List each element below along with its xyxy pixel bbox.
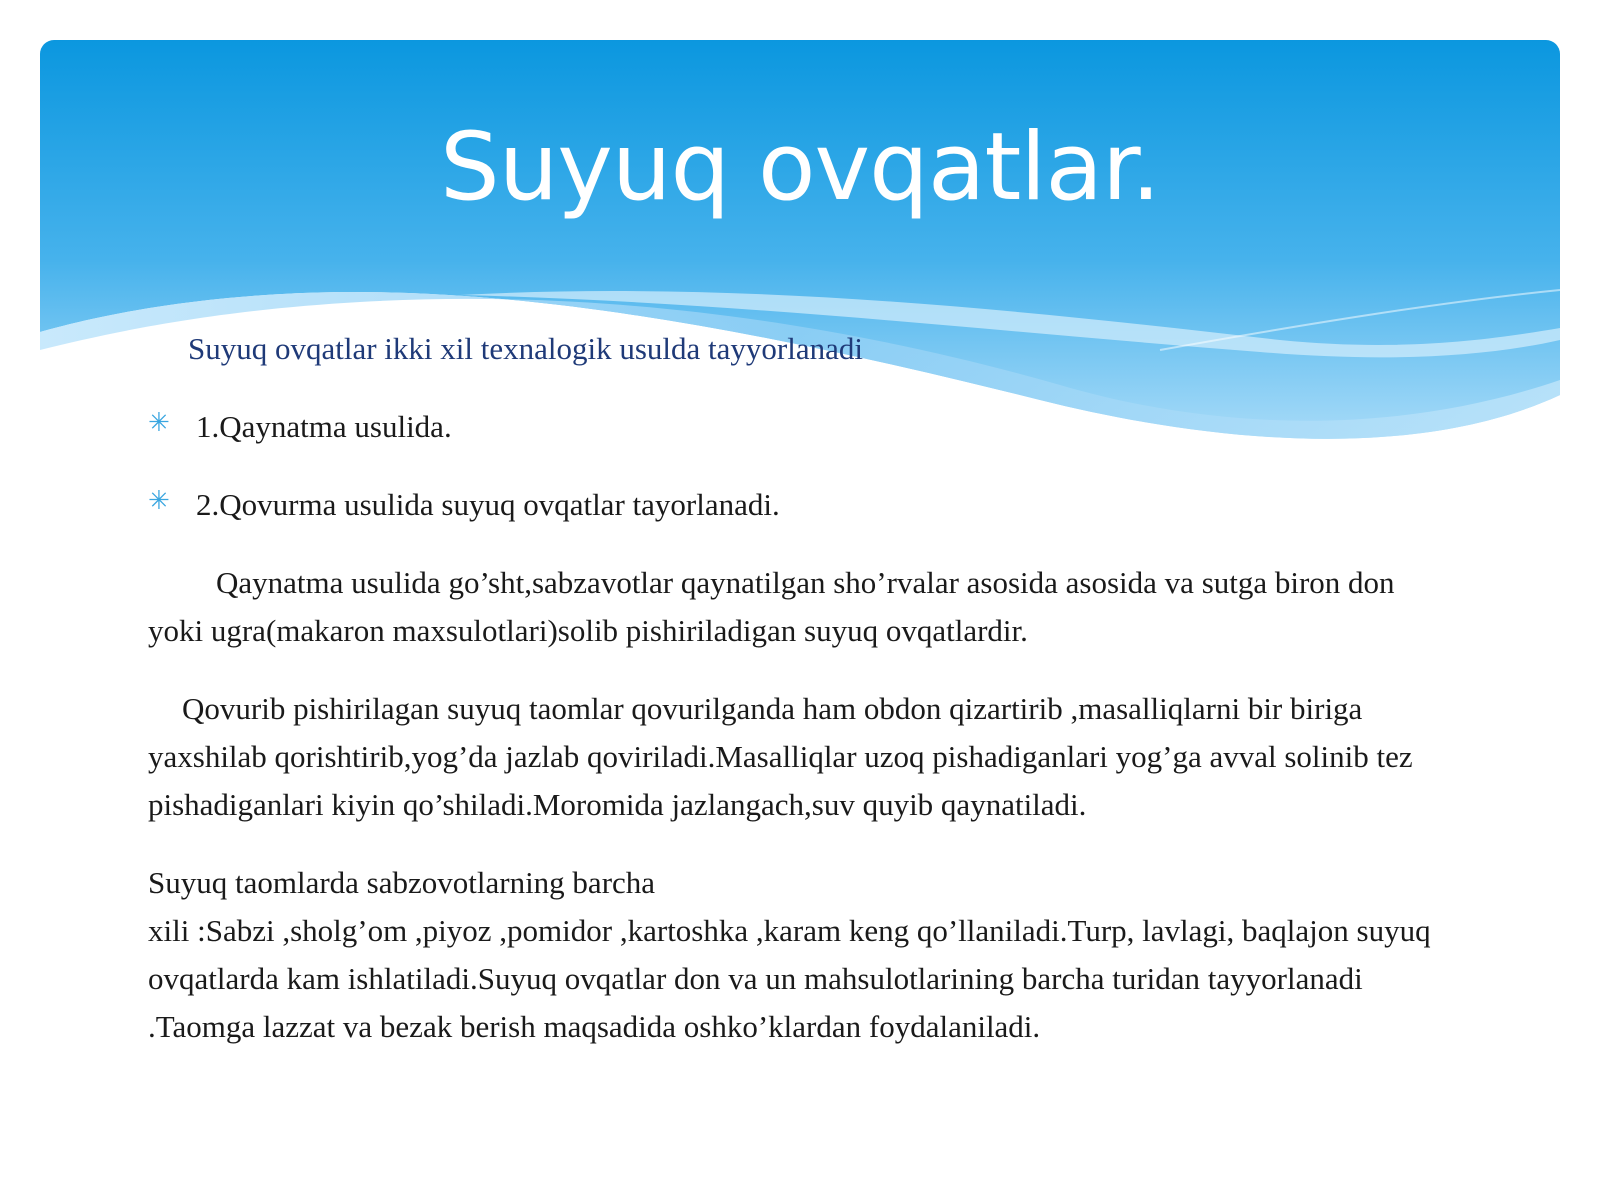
bullet-item: [148, 403, 1438, 451]
asterisk-icon: ✳: [148, 408, 170, 438]
slide-title: Suyuq ovqatlar.: [440, 113, 1160, 222]
asterisk-icon: ✳: [148, 486, 170, 516]
bullet-text: 2.Qovurma usulida suyuq ovqatlar tayorlanadi.: [196, 487, 780, 522]
paragraph-boiling-method: Qaynatma usulida go’sht,sabzavotlar qaynatilgan sho’rvalar asosida asosida va sutga biron don yoki ugra(makaron maxsulotlari)solib pishiriladigan suyuq ovqatlardir.: [148, 565, 1395, 648]
bullet-text: 1.Qaynatma usulida.: [196, 409, 452, 444]
bullet-item: [148, 481, 1438, 529]
paragraph-vegetables: [148, 859, 1438, 1051]
paragraph-frying-method: Qovurib pishirilagan suyuq taomlar qovurilganda ham obdon qizartirib ,masalliqlarni bir biriga yaxshilab qorishtirib,yog’da jazlab qoviriladi.Masalliqlar uzoq pishadiganlari yog’ga avval solinib tez pishadiganlari kiyin qo’shiladi.Moromida jazlangach,suv quyib qaynatiladi.: [148, 691, 1413, 822]
slide-body: [148, 325, 1438, 1081]
paragraph-vegetables-rest: xili :Sabzi ,sholg’om ,piyoz ,pomidor ,kartoshka ,karam keng qo’llaniladi.Turp, lavlagi, baqlajon suyuq ovqatlarda kam ishlatiladi.Suyuq ovqatlar don va un mahsulotlarining barcha turidan tayyorlanadi .Taomga lazzat va bezak berish maqsadida oshko’klardan foydalaniladi.: [148, 913, 1431, 1044]
subtitle: Suyuq ovqatlar ikki xil texnalogik usulda tayyorlanadi: [188, 331, 863, 366]
paragraph-vegetables-line1: Suyuq taomlarda sabzovotlarning barcha: [148, 865, 656, 900]
